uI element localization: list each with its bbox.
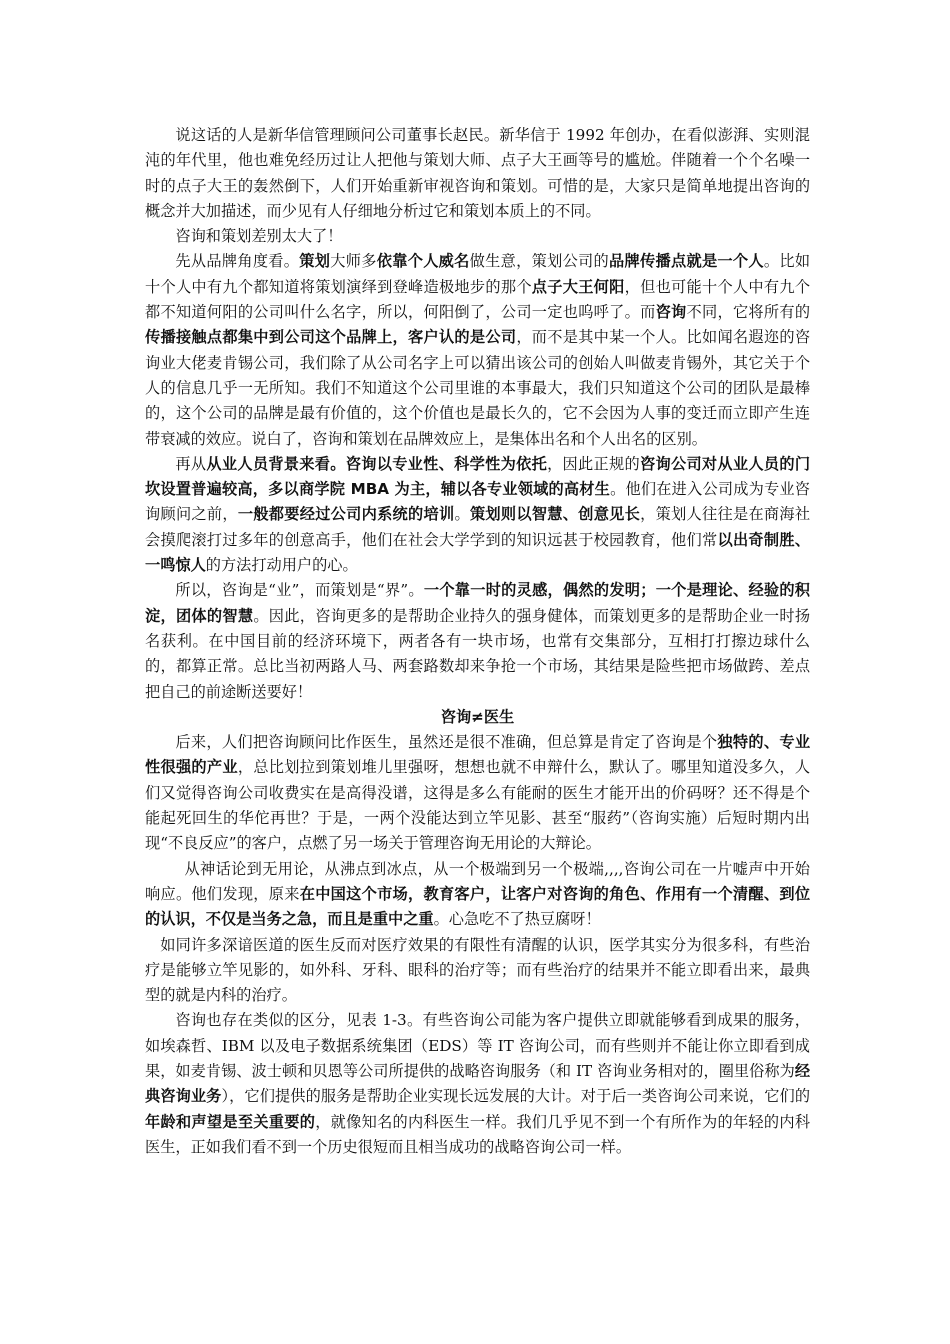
text-run: 从神话论到无用论，从沸点到冰点，从一个极端到另一个极端,,,,咨询公司在一片嘘声中开始响应。他们发现，原来 bbox=[145, 859, 810, 903]
bold-text-run: 以出奇制胜、一鸣惊人 bbox=[145, 530, 811, 575]
document-body bbox=[145, 123, 810, 1160]
text-run: 咨询也存在类似的区分，见表 1-3。有些咨询公司能为客户提供立即就能够看到成果的服务，如埃森哲、IBM 以及电子数据系统集团（EDS）等 IT 咨询公司，而有些则并不能让你立即看到成果，如麦肯锡、波士顿和贝恩等公司所提供的战略咨询服务（和 IT 咨询业务相对的，圈里俗称为 bbox=[145, 1011, 810, 1080]
bold-text-run: 依靠个人威名 bbox=[376, 252, 470, 271]
text-run: 大师多 bbox=[330, 252, 377, 271]
text-run: 咨询和策划差别太大了！ bbox=[175, 227, 343, 246]
text-run: 说这话的人是新华信管理顾问公司董事长赵民。新华信于 1992 年创办，在看似澎湃、实则混沌的年代里，他也难免经历过让人把他与策划大师、点子大王画等号的尴尬。伴随着一个个名噪一时的点子大王的轰然倒下，人们开始重新审视咨询和策划。可惜的是，大家只是简单地提出咨询的概念并大加描述，而少见有人仔细地分析过它和策划本质上的不同。 bbox=[145, 126, 810, 220]
bold-text-run: 传播接触点都集中到公司这个品牌上，客户认的是公司 bbox=[145, 328, 517, 347]
text-run: 再从 bbox=[175, 454, 207, 473]
text-run: 后来，人们把咨询顾问比作医生，虽然还是很不准确，但总算是肯定了咨询是个 bbox=[175, 733, 718, 752]
bold-text-run: 年龄和声望是至关重要的 bbox=[145, 1112, 316, 1131]
text-run: 做生意，策划公司的 bbox=[469, 252, 610, 271]
paragraph bbox=[145, 224, 810, 249]
paragraph bbox=[145, 123, 810, 224]
paragraph bbox=[145, 857, 810, 933]
bold-text-run: 策划 bbox=[299, 252, 331, 271]
text-run: ，就像知名的内科医生一样。我们几乎见不到一个有所作为的年轻的内科医生，正如我们看不到一个历史很短而且相当成功的战略咨询公司一样。 bbox=[145, 1112, 811, 1156]
text-run: 。心急吃不了热豆腐呀！ bbox=[433, 910, 601, 929]
text-run: ），它们提供的服务是帮助企业实现长远发展的大计。对于后一类咨询公司来说，它们的 bbox=[221, 1087, 811, 1106]
paragraph bbox=[145, 452, 810, 578]
bold-text-run: 咨询 bbox=[655, 303, 687, 322]
text-run: 先从品牌角度看。 bbox=[175, 252, 300, 271]
paragraph bbox=[145, 578, 810, 704]
bold-text-run: 从业人员背景来看。咨询以专业性、科学性为依托 bbox=[206, 454, 548, 473]
bold-text-run: 经典咨询业务 bbox=[145, 1061, 810, 1106]
text-run: 。比如十个人中有九个都知道将策划演绎到登峰造极地步的那个 bbox=[145, 252, 811, 296]
bold-text-run: 独特的、专业性很强的产业 bbox=[145, 733, 811, 777]
section-heading bbox=[145, 705, 810, 730]
bold-text-run: 咨询公司对从业人员的门坎设置普遍较高，多以商学院 MBA 为主，辅以各专业领域的高材生 bbox=[145, 454, 811, 499]
text-run: ，总比划拉到策划堆儿里强呀，想想也就不申辩什么，默认了。哪里知道没多久，人们又觉得咨询公司收费实在是高得没谱，这得是多么有能耐的医生才能开出的价码呀？还不得是个能起死回生的华佗再世？于是，一两个没能达到立竿见影、甚至“服药”（咨询实施）后短时期内出现“不良反应”的客户，点燃了另一场关于管理咨询无用论的大辩论。 bbox=[145, 758, 811, 853]
bold-text-run: 咨询≠医生 bbox=[440, 707, 515, 726]
text-run: 。他们在进入公司成为专业咨询顾问之前， bbox=[145, 480, 810, 524]
bold-text-run: 点子大王何阳 bbox=[531, 277, 625, 296]
bold-text-run: 策划则以智慧、创意见长 bbox=[469, 505, 641, 524]
paragraph bbox=[145, 249, 810, 451]
bold-text-run: 一个靠一时的灵感，偶然的发明；一个是理论、经验的积淀，团体的智慧 bbox=[145, 581, 810, 625]
paragraph bbox=[145, 1008, 810, 1160]
bold-text-run: 在中国这个市场，教育客户，让客户对咨询的角色、作用有一个清醒、到位的认识，不仅是当务之急，而且是重中之重 bbox=[145, 884, 811, 929]
text-run: 所以，咨询是“业”，而策划是“界”。 bbox=[175, 581, 424, 600]
text-run: ，因此正规的 bbox=[547, 454, 640, 473]
text-run: ，但也可能十个人中有九个都不知道何阳的公司叫什么名字，所以，何阳倒了，公司一定也呜呼了。而 bbox=[145, 277, 811, 322]
text-run: 。 bbox=[454, 505, 470, 524]
text-run: ，策划人往往是在商海社会摸爬滚打过多年的创意高手，他们在社会大学学到的知识远甚于校园教育，他们常 bbox=[145, 505, 811, 549]
text-run: ，而不是其中某一个人。比如闻名遐迩的咨询业大佬麦肯锡公司，我们除了从公司名字上可以猜出该公司的创始人叫做麦肯锡外，其它关于个人的信息几乎一无所知。我们不知道这个公司里谁的本事最大，我们只知道这个公司的团队是最棒的，这个公司的品牌是最有价值的，这个价值也是最长久的，它不会因为人事的变迁而立即产生连带衰减的效应。说白了，咨询和策划在品牌效应上，是集体出名和个人出名的区别。 bbox=[145, 328, 811, 448]
bold-text-run: 一般都要经过公司内系统的培训 bbox=[237, 505, 455, 524]
text-run: 如同许多深谙医道的医生反而对医疗效果的有限性有清醒的认识，医学其实分为很多科，有些治疗是能够立竿见影的，如外科、牙科、眼科的治疗等；而有些治疗的结果并不能立即看出来，最典型的就是内科的治疗。 bbox=[145, 935, 810, 1005]
paragraph bbox=[145, 933, 810, 1009]
text-run: 不同，它将所有的 bbox=[686, 303, 811, 322]
paragraph bbox=[145, 730, 810, 856]
text-run: 的方法打动用户的心。 bbox=[205, 556, 358, 575]
text-run: 。因此，咨询更多的是帮助企业持久的强身健体，而策划更多的是帮助企业一时扬名获利。在中国目前的经济环境下，两者各有一块市场，也常有交集部分，互相打打擦边球什么的，都算正常。总比当初两路人马、两套路数却来争抢一个市场，其结果是险些把市场做跨、差点把自己的前途断送要好！ bbox=[145, 606, 811, 701]
bold-text-run: 品牌传播点就是一个人 bbox=[609, 252, 764, 271]
